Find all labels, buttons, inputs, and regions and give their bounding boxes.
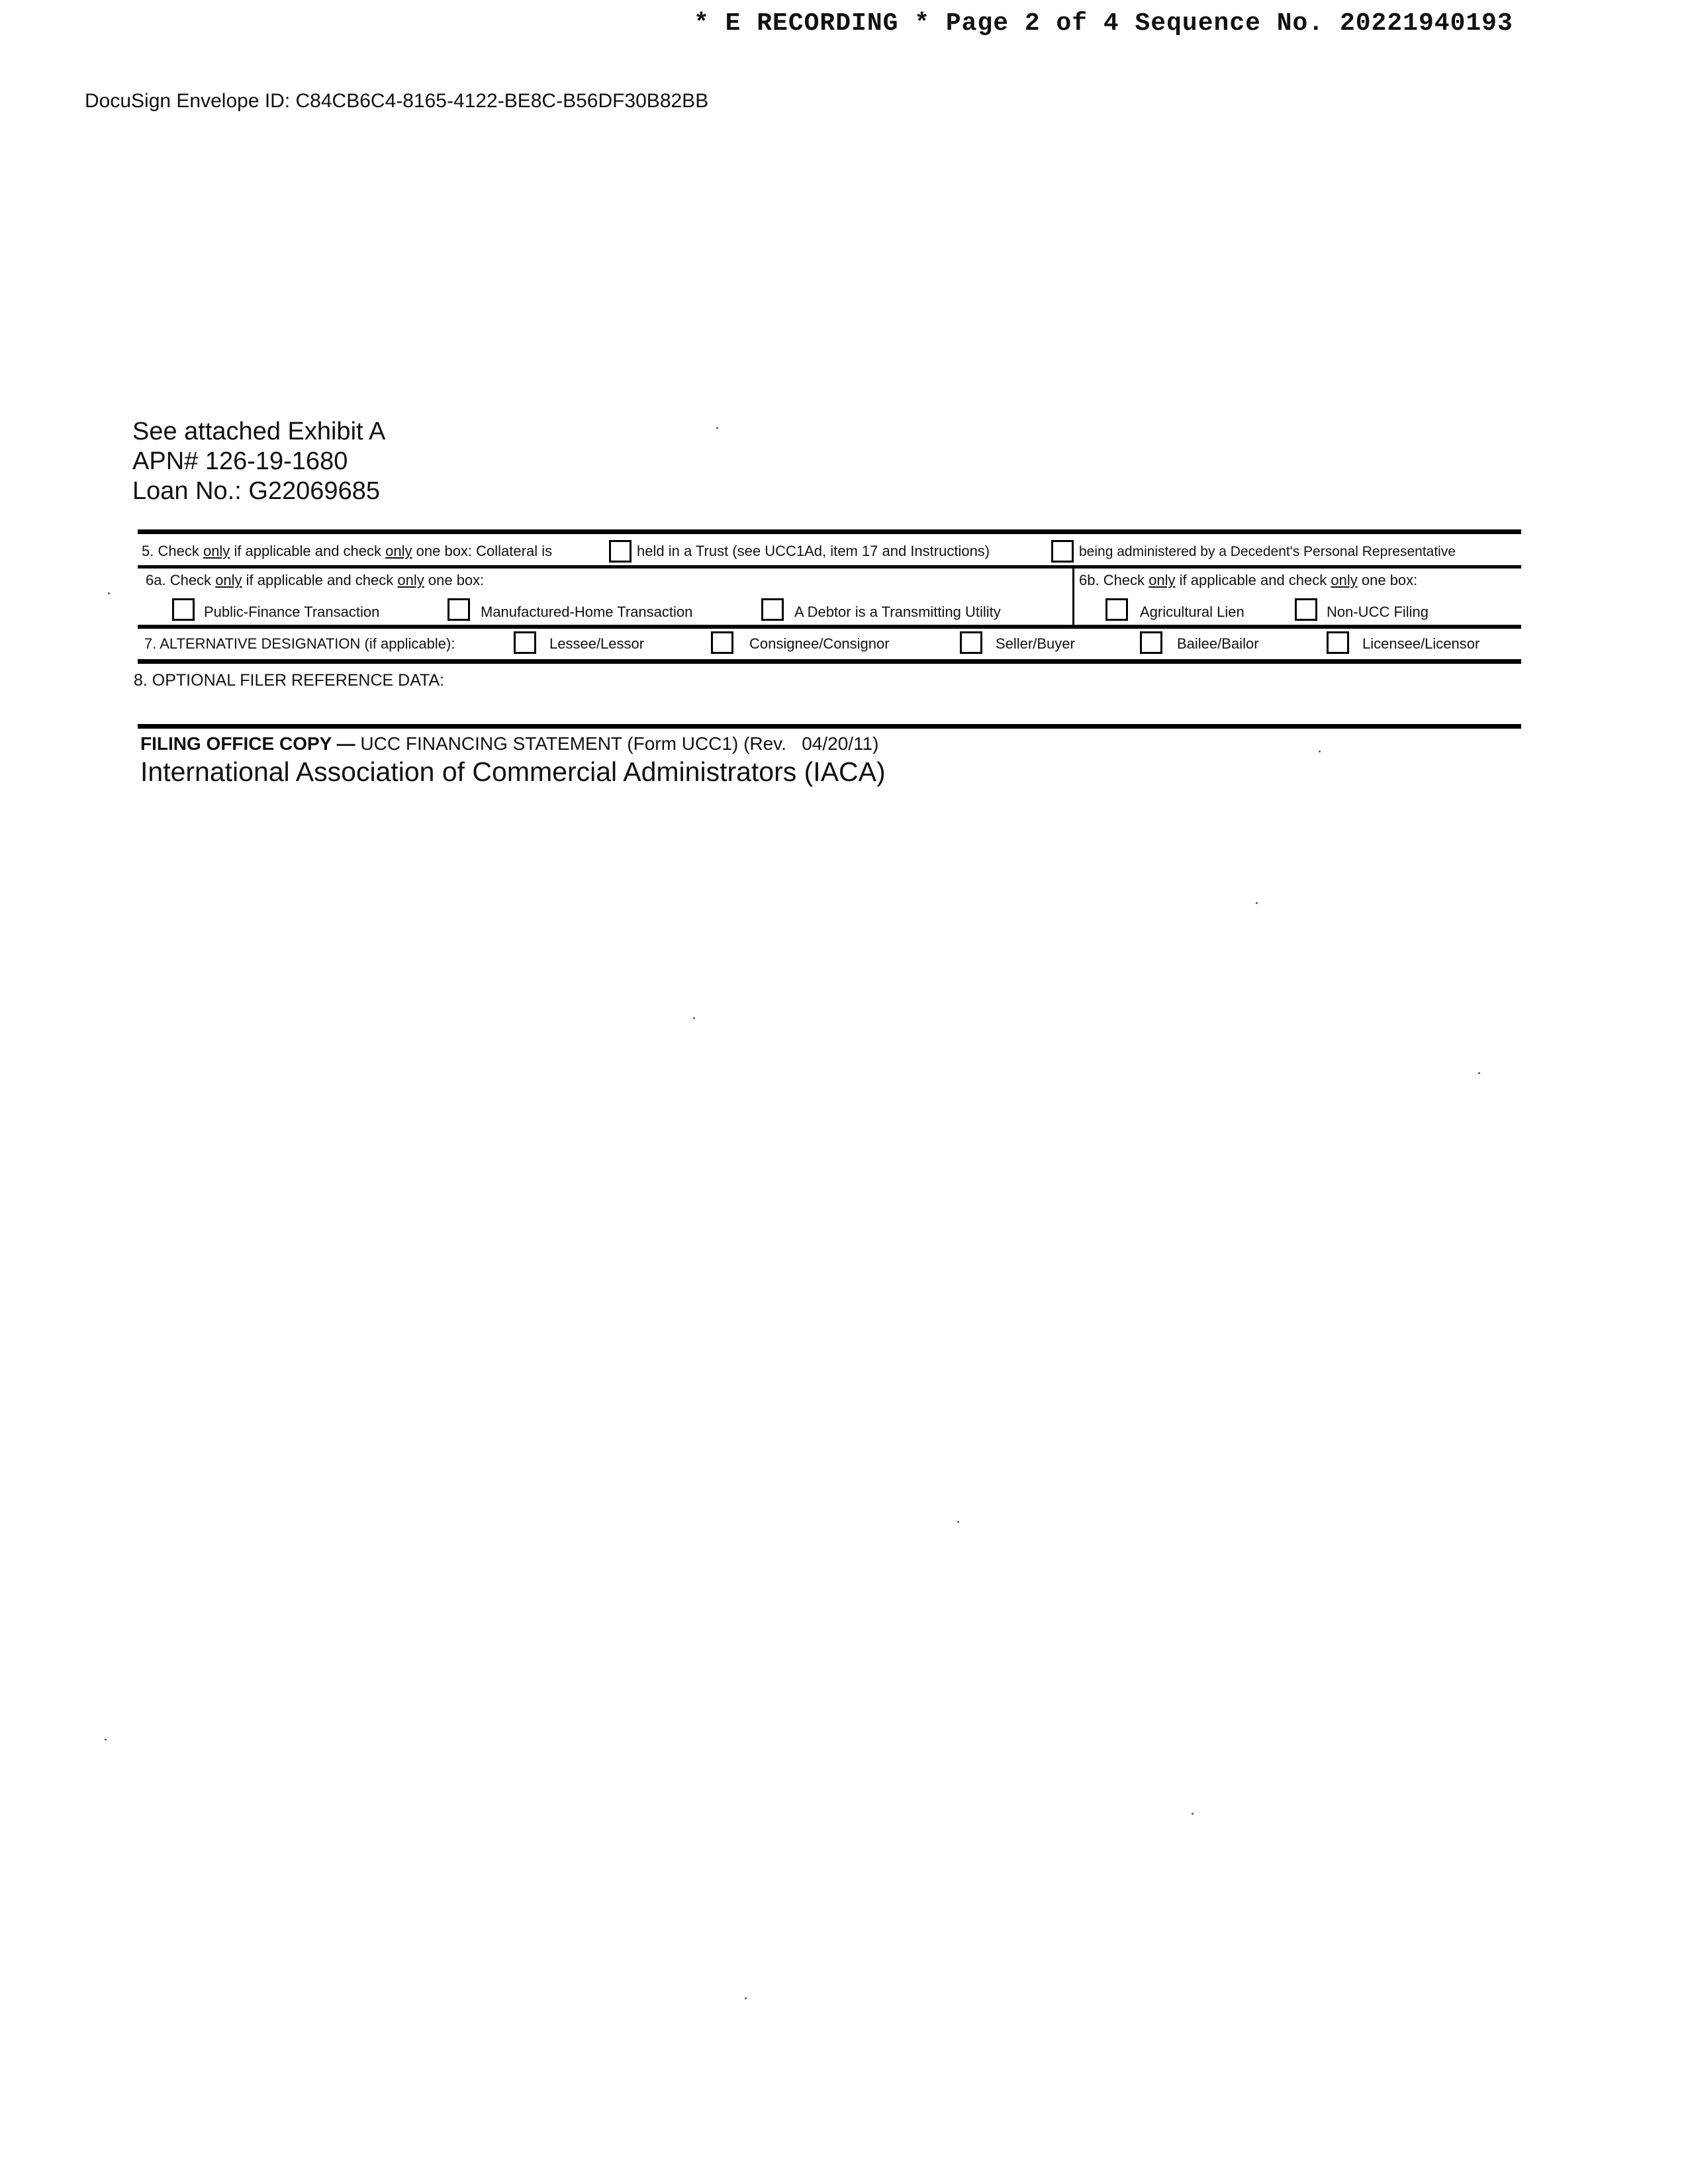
- decedent-option-label: being administered by a Decedent's Personal Representative: [1079, 544, 1456, 559]
- bailee-bailor-checkbox[interactable]: [1140, 631, 1162, 654]
- form-title: UCC FINANCING STATEMENT (Form UCC1) (Rev.: [360, 733, 786, 754]
- consignee-consignor-checkbox[interactable]: [711, 631, 733, 654]
- scan-speck: [105, 1739, 107, 1741]
- scan-speck: [745, 1997, 747, 1999]
- scan-speck: [1319, 751, 1321, 752]
- collateral-description: [132, 417, 385, 506]
- envelope-id: DocuSign Envelope ID: C84CB6C4-8165-4122-BE8C-B56DF30B82BB: [85, 90, 709, 112]
- licensee-licensor-label: Licensee/Licensor: [1362, 635, 1480, 652]
- item7-label: 7. ALTERNATIVE DESIGNATION (if applicable):: [144, 635, 455, 652]
- rule-after-item6: [138, 625, 1521, 629]
- item6a-label: 6a. Check only if applicable and check only one box:: [146, 572, 485, 588]
- collateral-line-loan: Loan No.: G22069685: [132, 477, 380, 505]
- rule-top: [138, 529, 1521, 534]
- scan-speck: [1256, 902, 1258, 904]
- scan-speck: [1192, 1813, 1194, 1815]
- form-footer-title: [140, 733, 878, 754]
- public-finance-checkbox[interactable]: [172, 598, 195, 621]
- rule-bottom: [138, 724, 1521, 729]
- seller-buyer-checkbox[interactable]: [960, 631, 982, 654]
- non-ucc-filing-checkbox[interactable]: [1295, 598, 1317, 621]
- manufactured-home-checkbox[interactable]: [447, 598, 470, 621]
- collateral-line-apn: APN# 126-19-1680: [132, 447, 348, 475]
- scan-speck: [1478, 1072, 1480, 1074]
- scan-speck: [957, 1521, 959, 1523]
- trust-checkbox[interactable]: [609, 540, 632, 563]
- lessee-lessor-checkbox[interactable]: [514, 631, 536, 654]
- lessee-lessor-label: Lessee/Lessor: [549, 635, 645, 652]
- item6b-label: 6b. Check only if applicable and check only one box:: [1079, 572, 1418, 588]
- collateral-line-exhibit: See attached Exhibit A: [132, 418, 386, 445]
- scan-speck: [108, 592, 110, 594]
- public-finance-label: Public-Finance Transaction: [204, 604, 380, 620]
- agricultural-lien-label: Agricultural Lien: [1140, 604, 1244, 620]
- item8-label: 8. OPTIONAL FILER REFERENCE DATA:: [134, 671, 445, 690]
- transmitting-utility-label: A Debtor is a Transmitting Utility: [794, 604, 1001, 620]
- seller-buyer-label: Seller/Buyer: [996, 635, 1075, 652]
- transmitting-utility-checkbox[interactable]: [761, 598, 784, 621]
- bailee-bailor-label: Bailee/Bailor: [1177, 635, 1259, 652]
- organization-name: International Association of Commercial Administrators (IACA): [140, 756, 886, 787]
- filing-office-copy-label: FILING OFFICE COPY —: [140, 733, 355, 754]
- decedent-checkbox[interactable]: [1051, 540, 1074, 563]
- item5-label: 5. Check only if applicable and check only one box: Collateral is: [142, 543, 553, 559]
- non-ucc-filing-label: Non-UCC Filing: [1327, 604, 1429, 620]
- divider-6a-6b: [1072, 567, 1074, 625]
- form-revision: 04/20/11): [802, 733, 879, 754]
- rule-after-item5: [138, 565, 1521, 569]
- rule-after-item7: [138, 659, 1521, 664]
- scan-speck: [716, 427, 718, 429]
- trust-option-label: held in a Trust (see UCC1Ad, item 17 and Instructions): [637, 543, 990, 559]
- agricultural-lien-checkbox[interactable]: [1105, 598, 1128, 621]
- scan-speck: [693, 1017, 695, 1019]
- recording-header: * E RECORDING * Page 2 of 4 Sequence No. 20221940193: [694, 9, 1513, 38]
- consignee-consignor-label: Consignee/Consignor: [749, 635, 890, 652]
- manufactured-home-label: Manufactured-Home Transaction: [481, 604, 693, 620]
- licensee-licensor-checkbox[interactable]: [1327, 631, 1349, 654]
